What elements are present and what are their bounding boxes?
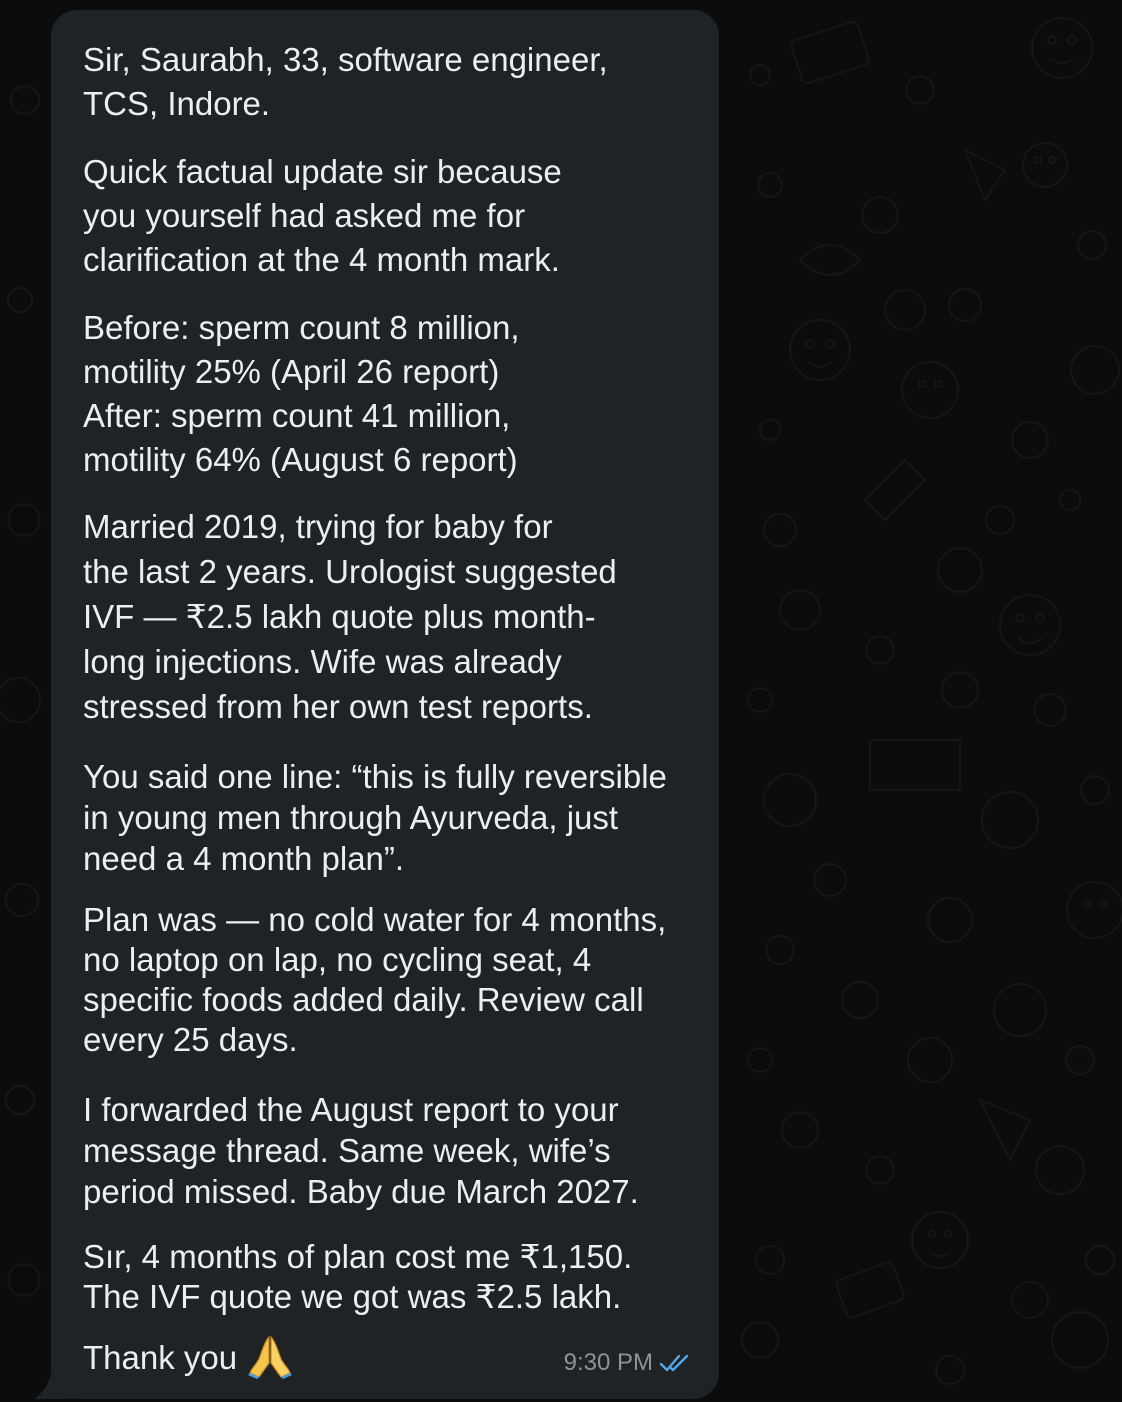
message-paragraph-thanks — [83, 1336, 383, 1383]
message-paragraph-intro: Sir, Saurabh, 33, software engineer, TCS, Indore. — [83, 41, 608, 122]
message-timestamp: 9:30 PM — [563, 1349, 653, 1376]
double-check-read-icon — [659, 1352, 691, 1374]
message-paragraph-history: Married 2019, trying for baby for the last 2 years. Urologist suggested IVF — ₹2.5 lakh quote plus month- long injections. Wife was already stressed from her own test reports. — [83, 508, 617, 725]
message-paragraph-update: Quick factual update sir because you yourself had asked me for clarification at the 4 month mark. — [83, 153, 562, 278]
folded-hands-icon — [247, 1333, 293, 1379]
message-bubble[interactable] — [51, 10, 719, 1399]
message-paragraph-outcome: I forwarded the August report to your message thread. Same week, wife’s period missed. Baby due March 2027. — [83, 1091, 639, 1210]
thanks-text: Thank you — [83, 1339, 238, 1376]
message-paragraph-cost: Sır, 4 months of plan cost me ₹1,150. The IVF quote we got was ₹2.5 lakh. — [83, 1238, 633, 1315]
message-paragraph-results: Before: sperm count 8 million, motility 25% (April 26 report) After: sperm count 41 million, motility 64% (August 6 report) — [83, 309, 520, 478]
message-paragraph-quote: You said one line: “this is fully reversible in young men through Ayurveda, just need a 4 month plan”. — [83, 758, 667, 877]
message-meta — [564, 1341, 691, 1385]
message-paragraph-plan: Plan was — no cold water for 4 months, no laptop on lap, no cycling seat, 4 specific foods added daily. Review call every 25 days. — [83, 901, 667, 1058]
